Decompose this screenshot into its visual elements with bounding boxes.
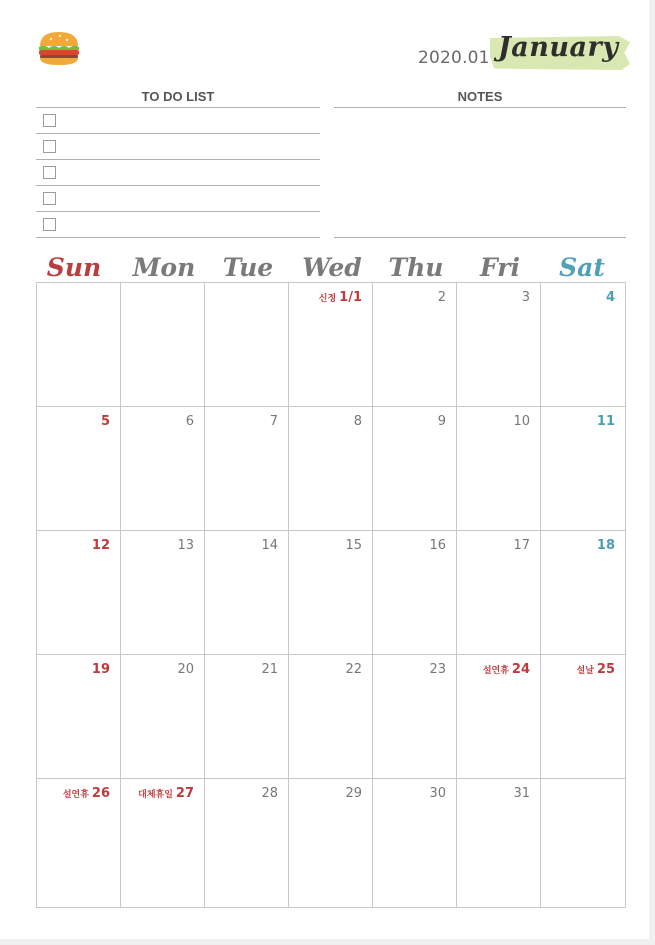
day-number (92, 662, 110, 677)
day-number (345, 538, 362, 553)
day-number (522, 290, 530, 305)
calendar-day-cell[interactable] (121, 407, 205, 531)
hamburger-icon (36, 30, 82, 68)
notes-title: NOTES (457, 89, 503, 104)
day-number (345, 662, 362, 677)
calendar-day-cell[interactable] (541, 531, 626, 655)
day-number (577, 662, 615, 677)
day-number (354, 414, 362, 429)
day-number-value: 10 (513, 414, 530, 429)
calendar-day-cell[interactable] (541, 655, 626, 779)
weekday-fri: Fri (480, 253, 520, 282)
todo-checkbox[interactable] (43, 166, 56, 179)
day-number-value: 18 (596, 538, 615, 553)
day-number (513, 414, 530, 429)
notes-bottom-line (334, 237, 626, 238)
todo-line (36, 211, 320, 212)
todo-checkbox[interactable] (43, 218, 56, 231)
day-number (597, 414, 615, 429)
calendar-day-cell[interactable] (373, 283, 457, 407)
calendar-day-cell[interactable] (205, 531, 289, 655)
month-name: January (498, 32, 619, 63)
weekday-sat: Sat (559, 253, 605, 282)
todo-title: TO DO LIST (141, 89, 215, 104)
calendar-grid (36, 282, 626, 908)
day-number-value: 31 (513, 786, 530, 801)
calendar-day-cell[interactable] (121, 283, 205, 407)
calendar-day-cell[interactable] (37, 655, 121, 779)
calendar-day-cell[interactable] (289, 407, 373, 531)
calendar-day-cell[interactable] (289, 531, 373, 655)
calendar-day-cell[interactable] (205, 779, 289, 908)
weekday-thu: Thu (388, 253, 444, 282)
todo-line (36, 159, 320, 160)
day-number (438, 414, 446, 429)
calendar-day-cell[interactable] (37, 531, 121, 655)
day-number-value: 14 (261, 538, 278, 553)
day-number-value: 6 (185, 414, 194, 429)
day-number-value: 17 (513, 538, 530, 553)
calendar-day-cell[interactable] (205, 655, 289, 779)
calendar-day-cell[interactable] (541, 779, 626, 908)
day-number (138, 786, 194, 801)
day-number (92, 538, 110, 553)
weekday-sun: Sun (46, 253, 102, 282)
day-number (597, 538, 615, 553)
day-number-value: 5 (100, 414, 110, 429)
todo-line (36, 237, 320, 238)
day-number (186, 414, 194, 429)
day-number-value: 26 (91, 786, 110, 801)
day-number (429, 786, 446, 801)
day-number (429, 662, 446, 677)
day-number (345, 786, 362, 801)
day-number-value: 12 (91, 538, 110, 553)
day-number-value: 9 (437, 414, 446, 429)
holiday-label: 설연휴 (62, 790, 89, 800)
page-edge-bottom (0, 939, 655, 945)
day-number-value: 11 (596, 414, 615, 429)
calendar-day-cell[interactable] (373, 531, 457, 655)
weekday-tue: Tue (222, 253, 274, 282)
calendar-day-cell[interactable] (205, 283, 289, 407)
day-number-value: 29 (345, 786, 362, 801)
day-number (101, 414, 110, 429)
calendar-day-cell[interactable] (457, 407, 541, 531)
calendar-day-cell[interactable] (289, 779, 373, 908)
day-number (513, 786, 530, 801)
day-number-value: 22 (345, 662, 362, 677)
day-number-value: 2 (437, 290, 446, 305)
calendar-day-cell[interactable] (205, 407, 289, 531)
day-number (429, 538, 446, 553)
holiday-label: 설연휴 (482, 666, 509, 676)
calendar-day-cell[interactable] (121, 655, 205, 779)
day-number-value: 27 (175, 786, 194, 801)
day-number-value: 21 (261, 662, 278, 677)
year-month: 2020.01 (418, 48, 490, 68)
calendar-day-cell[interactable] (37, 407, 121, 531)
day-number-value: 15 (345, 538, 362, 553)
day-number (483, 662, 530, 677)
todo-line (36, 133, 320, 134)
calendar-day-cell[interactable] (373, 407, 457, 531)
day-number (261, 662, 278, 677)
calendar-day-cell[interactable] (289, 655, 373, 779)
holiday-label: 신정 (318, 294, 337, 304)
day-number (63, 786, 110, 801)
day-number-value: 28 (261, 786, 278, 801)
day-number (606, 290, 615, 305)
day-number-value: 19 (91, 662, 110, 677)
day-number (177, 662, 194, 677)
page-edge (649, 0, 655, 945)
calendar-day-cell[interactable] (121, 779, 205, 908)
todo-line (36, 185, 320, 186)
day-number-value: 16 (429, 538, 446, 553)
day-number (261, 538, 278, 553)
day-number (261, 786, 278, 801)
todo-checkbox[interactable] (43, 114, 56, 127)
todo-checkbox[interactable] (43, 192, 56, 205)
calendar-day-cell[interactable] (37, 283, 121, 407)
calendar-day-cell[interactable] (541, 283, 626, 407)
day-number-value: 24 (511, 662, 530, 677)
day-number-value: 25 (596, 662, 615, 677)
day-number-value: 8 (353, 414, 362, 429)
weekday-wed: Wed (302, 253, 362, 282)
day-number-value: 30 (429, 786, 446, 801)
day-number (270, 414, 278, 429)
day-number (438, 290, 446, 305)
todo-divider (36, 107, 320, 108)
weekday-mon: Mon (132, 253, 196, 282)
day-number (513, 538, 530, 553)
notes-divider (334, 107, 626, 108)
calendar-day-cell[interactable] (121, 531, 205, 655)
calendar-day-cell[interactable] (457, 531, 541, 655)
calendar-day-cell[interactable] (373, 779, 457, 908)
day-number-value: 13 (177, 538, 194, 553)
calendar-day-cell[interactable] (37, 779, 121, 908)
calendar-day-cell[interactable] (541, 407, 626, 531)
day-number (177, 538, 194, 553)
day-number-value: 23 (429, 662, 446, 677)
day-number-value: 3 (521, 290, 530, 305)
calendar-day-cell[interactable] (457, 779, 541, 908)
day-number-value: 20 (177, 662, 194, 677)
holiday-label: 대체휴일 (138, 790, 173, 800)
day-number-value: 4 (605, 290, 615, 305)
calendar-day-cell[interactable] (457, 655, 541, 779)
holiday-label: 설날 (576, 666, 594, 676)
day-number-value: 7 (269, 414, 278, 429)
day-number (319, 290, 362, 305)
calendar-day-cell[interactable] (289, 283, 373, 407)
calendar-day-cell[interactable] (373, 655, 457, 779)
calendar-day-cell[interactable] (457, 283, 541, 407)
todo-checkbox[interactable] (43, 140, 56, 153)
day-number-value: 1/1 (339, 290, 362, 305)
